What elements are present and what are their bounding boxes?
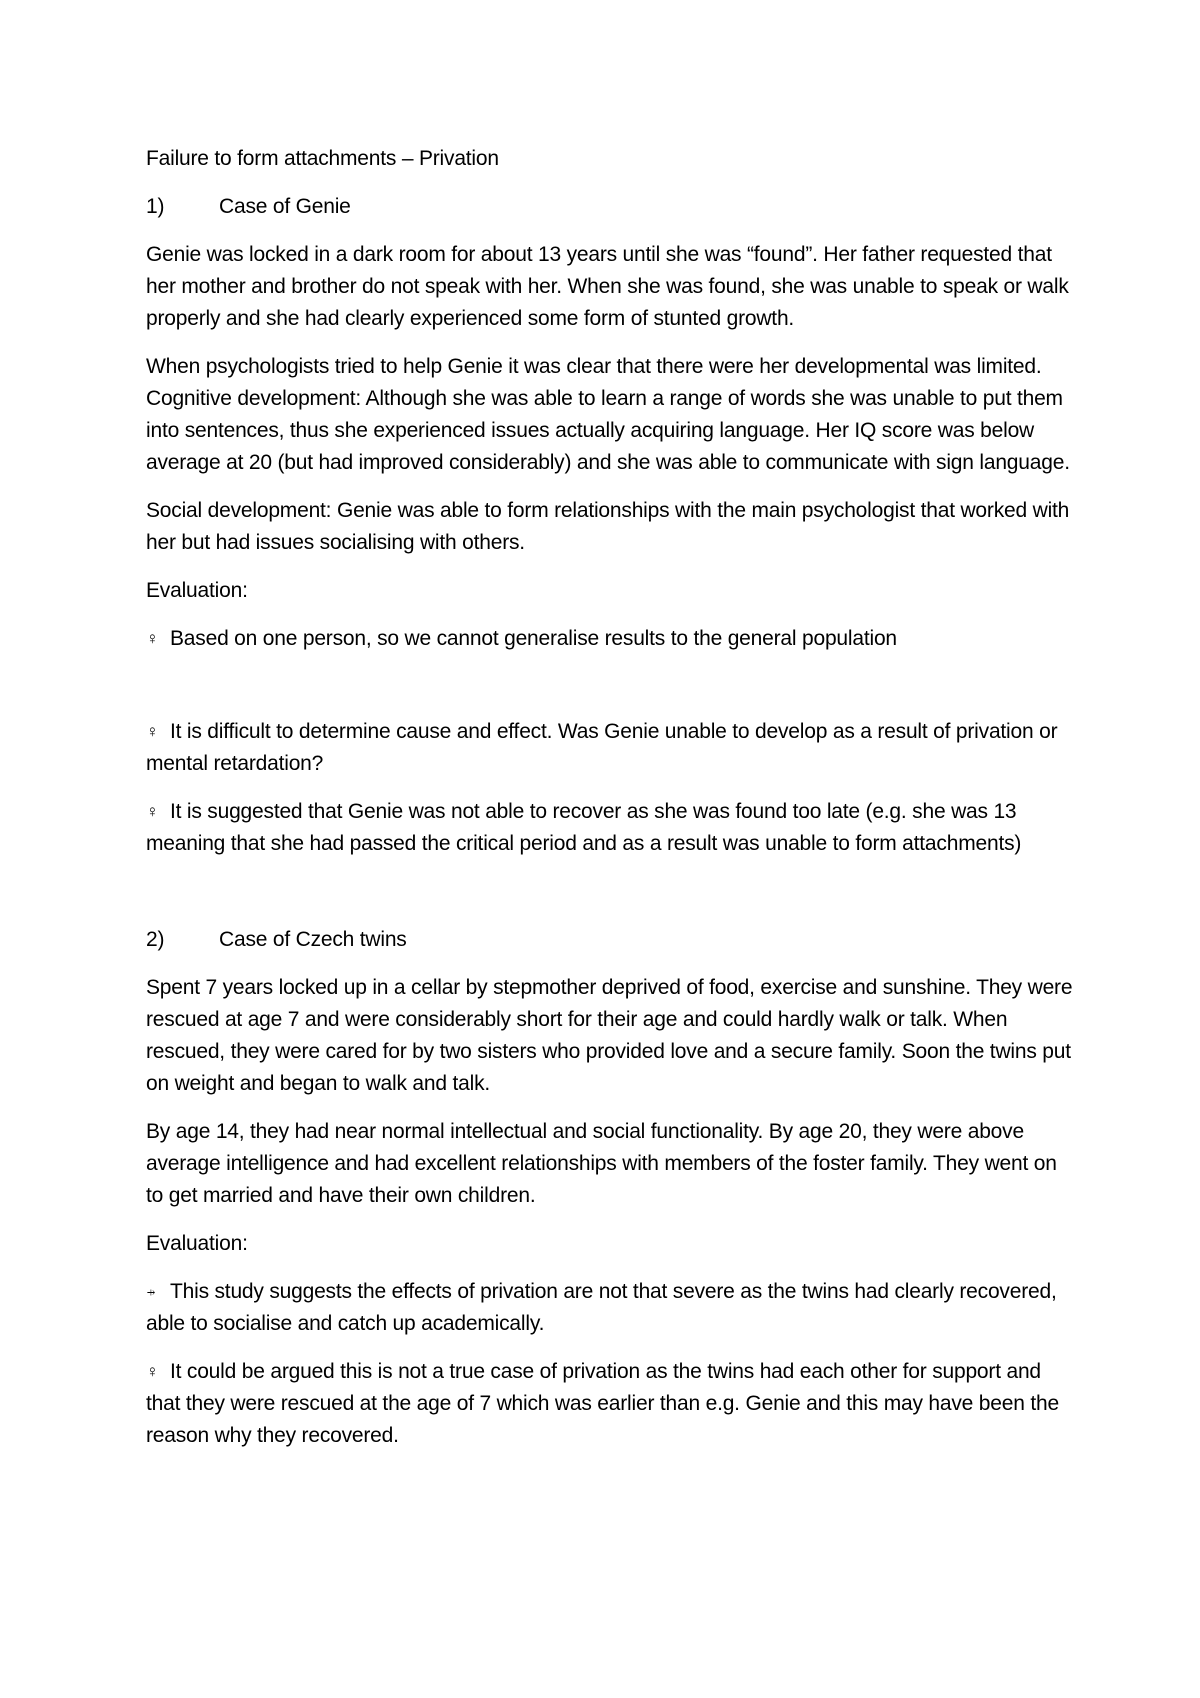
genie-paragraph-3: Social development: Genie was able to form relationships with the main psychologist that worked with her but had issues socialising with others. <box>146 499 1070 554</box>
document-body <box>146 143 1076 1468</box>
genie-paragraph-1: Genie was locked in a dark room for about 13 years until she was “found”. Her father requested that her mother and brother do not speak with her. When she was found, she was unable to speak or walk properly and she had clearly experienced some form of stunted growth. <box>146 243 1069 330</box>
thumbs-up-icon: ⍆ <box>146 1282 156 1301</box>
section-number: 1) <box>146 195 165 218</box>
section-heading-text: Case of Genie <box>219 195 351 218</box>
eval-point-text: Based on one person, so we cannot generalise results to the general population <box>170 627 897 650</box>
genie-evaluation-label: Evaluation: <box>146 579 248 602</box>
twins-paragraph-2: By age 14, they had near normal intellectual and social functionality. By age 20, they were above average intelligence and had excellent relationships with members of the foster family. They went on to get married and have their own children. <box>146 1120 1057 1207</box>
twins-evaluation-label: Evaluation: <box>146 1232 248 1255</box>
eval-point-text: It is difficult to determine cause and effect. Was Genie unable to develop as a result of privation or mental retardation? <box>146 720 1058 775</box>
document-title: Failure to form attachments – Privation <box>146 147 499 170</box>
eval-point-text: It is suggested that Genie was not able to recover as she was found too late (e.g. she was 13 meaning that she had passed the critical period and as a result was unable to form attachments) <box>146 800 1022 855</box>
genie-eval-point-2 <box>146 716 1076 780</box>
thumbs-down-icon: ♀ <box>146 722 159 741</box>
section-number: 2) <box>146 928 165 951</box>
section-heading-czech-twins <box>146 924 1076 956</box>
thumbs-down-icon: ♀ <box>146 1362 159 1381</box>
twins-eval-point-1 <box>146 1276 1076 1340</box>
twins-eval-point-2 <box>146 1356 1076 1452</box>
eval-point-text: It could be argued this is not a true case of privation as the twins had each other for support and that they were rescued at the age of 7 which was earlier than e.g. Genie and this may have been the reason why they recovered. <box>146 1360 1059 1447</box>
thumbs-down-icon: ♀ <box>146 629 159 648</box>
genie-paragraph-2: When psychologists tried to help Genie it was clear that there were her developmental was limited. Cognitive development: Although she was able to learn a range of words she was unable to put them into sentences, thus she experienced issues actually acquiring language. Her IQ score was below average at 20 (but had improved considerably) and she was able to communicate with sign language. <box>146 355 1070 474</box>
twins-paragraph-1: Spent 7 years locked up in a cellar by stepmother deprived of food, exercise and sunshine. They were rescued at age 7 and were considerably short for their age and could hardly walk or talk. When rescued, they were cared for by two sisters who provided love and a secure family. Soon the twins put on weight and began to walk and talk. <box>146 976 1073 1095</box>
genie-eval-point-3 <box>146 796 1076 860</box>
thumbs-down-icon: ♀ <box>146 802 159 821</box>
genie-eval-point-1 <box>146 623 1076 655</box>
section-heading-genie <box>146 191 1076 223</box>
section-heading-text: Case of Czech twins <box>219 928 407 951</box>
eval-point-text: This study suggests the effects of privation are not that severe as the twins had clearly recovered, able to socialise and catch up academically. <box>146 1280 1057 1335</box>
